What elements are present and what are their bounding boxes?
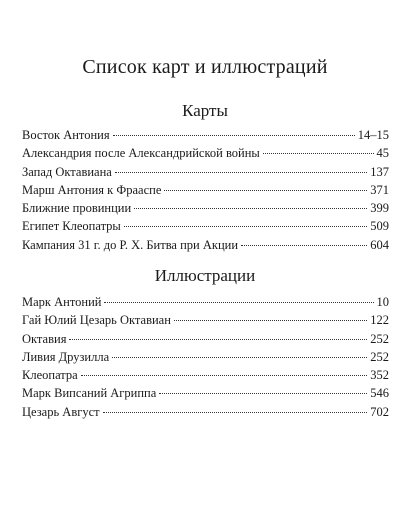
toc-entry-title: Восток Антония	[22, 128, 110, 142]
toc-entry-title: Запад Октавиана	[22, 164, 112, 179]
toc-entry-title: Клеопатра	[22, 368, 78, 383]
toc-entry-page-number: 14–15	[357, 128, 389, 142]
maps-list	[22, 126, 389, 254]
illustrations-list	[22, 293, 389, 421]
toc-entry-page-number: 122	[370, 313, 389, 328]
dot-leader	[241, 245, 367, 246]
toc-entry-page-number: 252	[370, 331, 389, 346]
dot-leader	[124, 226, 367, 227]
toc-entry-title: Александрия после Александрийской войны	[22, 146, 260, 161]
dot-leader	[103, 412, 368, 413]
toc-entry-page-number: 252	[370, 349, 389, 364]
toc-entry-page-number: 702	[370, 404, 389, 419]
toc-entry	[22, 293, 389, 311]
page-title: Список карт и иллюстраций	[82, 56, 328, 78]
toc-entry	[22, 366, 389, 384]
dot-leader	[112, 357, 367, 358]
toc-entry-title: Марк Випсаний Агриппа	[22, 386, 157, 401]
toc-entry	[22, 144, 389, 162]
toc-entry-title: Ливия Друзилла	[22, 349, 110, 364]
toc-entry-page-number: 10	[376, 295, 389, 309]
dot-leader	[115, 172, 367, 173]
toc-entry	[22, 217, 389, 235]
toc-entry-title: Октавия	[22, 331, 67, 346]
toc-entry	[22, 236, 389, 254]
dot-leader	[113, 135, 355, 136]
toc-entry	[22, 330, 389, 348]
toc-entry-page-number: 509	[370, 219, 389, 234]
toc-entry-title: Гай Юлий Цезарь Октавиан	[22, 313, 171, 328]
dot-leader	[263, 153, 374, 154]
toc-entry	[22, 181, 389, 199]
dot-leader	[164, 190, 367, 191]
toc-entry	[22, 311, 389, 329]
toc-entry	[22, 199, 389, 217]
toc-entry-page-number: 45	[376, 146, 389, 161]
dot-leader	[81, 375, 368, 376]
toc-entry-page-number: 604	[370, 237, 389, 252]
toc-entry-title: Ближние провинции	[22, 201, 132, 216]
toc-entry-title: Египет Клеопатры	[22, 219, 121, 234]
toc-entry	[22, 126, 389, 144]
dot-leader	[69, 339, 367, 340]
toc-entry	[22, 348, 389, 366]
toc-entry-title: Кампания 31 г. до Р. Х. Битва при Акции	[22, 237, 239, 252]
dot-leader	[134, 208, 367, 209]
section-heading-maps: Карты	[182, 101, 228, 120]
toc-entry	[22, 384, 389, 402]
toc-entry	[22, 163, 389, 181]
section-heading-illustrations: Иллюстрации	[154, 266, 256, 285]
toc-entry-page-number: 352	[370, 368, 389, 383]
toc-entry-title: Цезарь Август	[22, 404, 100, 419]
toc-entry-page-number: 137	[370, 164, 389, 179]
dot-leader	[159, 393, 367, 394]
dot-leader	[104, 302, 373, 303]
toc-entry-title: Марк Антоний	[22, 295, 102, 309]
toc-entry-title: Марш Антония к Фраaспе	[22, 182, 162, 197]
toc-entry	[22, 403, 389, 421]
dot-leader	[174, 320, 367, 321]
toc-entry-page-number: 371	[370, 182, 389, 197]
toc-entry-page-number: 399	[370, 201, 389, 216]
toc-entry-page-number: 546	[370, 386, 389, 401]
